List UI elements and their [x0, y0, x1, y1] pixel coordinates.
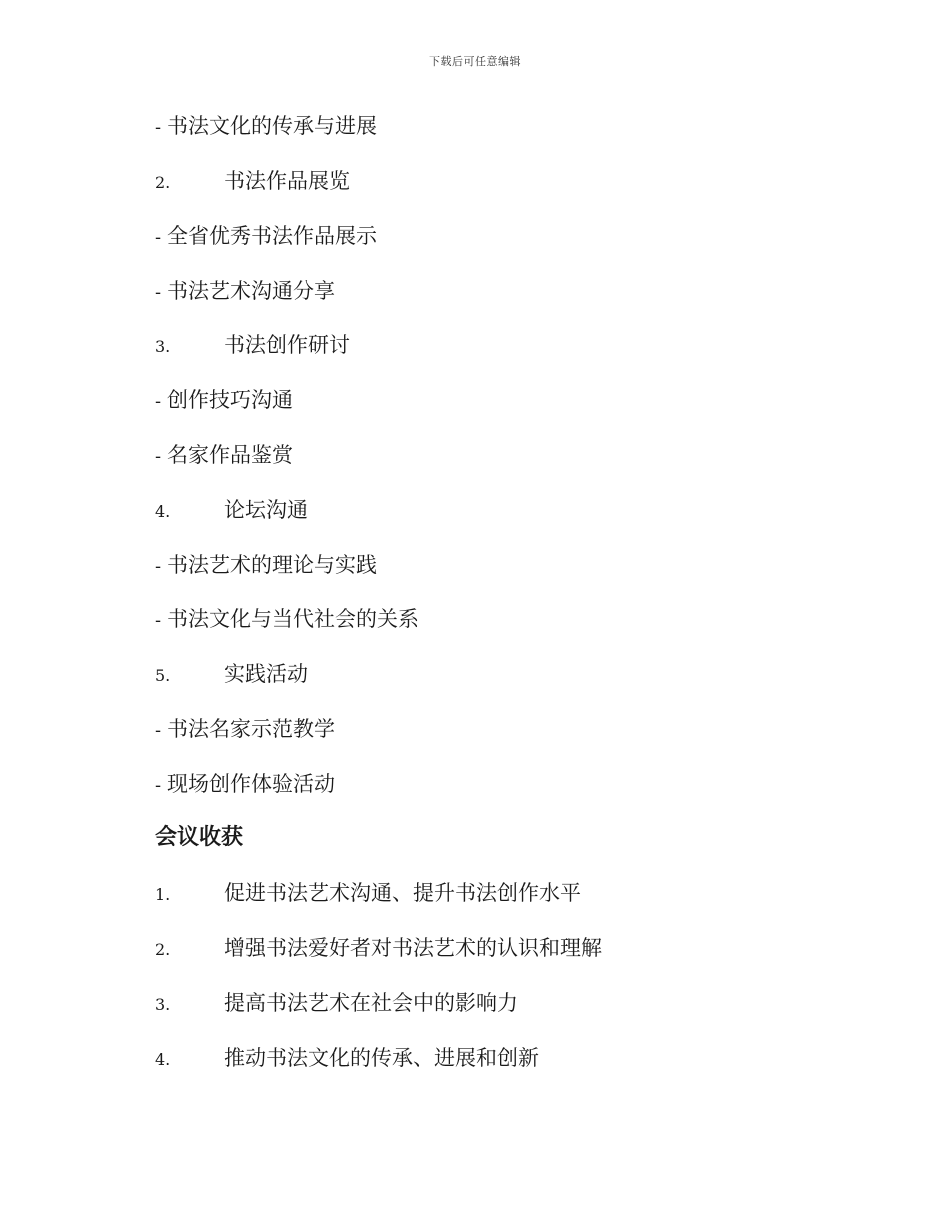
section-number: 3. — [155, 337, 171, 356]
agenda-section — [155, 167, 350, 197]
section-title: 实践活动 — [224, 662, 308, 686]
bullet-dash: - — [155, 227, 162, 248]
bullet-dash: - — [155, 775, 162, 796]
section-title: 论坛沟通 — [224, 498, 308, 522]
section-heading-outcomes: 会议收获 — [155, 825, 244, 850]
bullet-text: 书法艺术的理论与实践 — [167, 553, 377, 577]
agenda-bullet — [155, 112, 377, 142]
bullet-text: 现场创作体验活动 — [167, 772, 335, 796]
bullet-dash: - — [155, 391, 162, 412]
agenda-bullet — [155, 715, 335, 745]
bullet-dash: - — [155, 117, 162, 138]
section-title: 书法创作研讨 — [224, 333, 350, 357]
bullet-dash: - — [155, 720, 162, 741]
agenda-bullet — [155, 277, 335, 307]
bullet-text: 创作技巧沟通 — [167, 388, 293, 412]
agenda-bullet — [155, 551, 377, 581]
bullet-dash: - — [155, 446, 162, 467]
item-text: 提高书法艺术在社会中的影响力 — [224, 991, 518, 1015]
agenda-bullet — [155, 386, 293, 416]
agenda-section — [155, 331, 350, 361]
item-number: 3. — [155, 995, 171, 1014]
outcome-item — [155, 1044, 539, 1074]
item-text: 推动书法文化的传承、进展和创新 — [224, 1046, 539, 1070]
outcome-item — [155, 879, 581, 909]
section-title: 书法作品展览 — [224, 169, 350, 193]
agenda-bullet — [155, 605, 419, 635]
agenda-bullet — [155, 770, 335, 800]
bullet-text: 名家作品鉴赏 — [167, 443, 293, 467]
page-header-note: 下载后可任意编辑 — [429, 55, 521, 68]
bullet-text: 书法文化与当代社会的关系 — [167, 607, 419, 631]
agenda-bullet — [155, 441, 293, 471]
bullet-text: 全省优秀书法作品展示 — [167, 224, 377, 248]
bullet-dash: - — [155, 282, 162, 303]
bullet-dash: - — [155, 610, 162, 631]
item-number: 4. — [155, 1050, 171, 1069]
section-number: 2. — [155, 173, 171, 192]
agenda-section — [155, 660, 308, 690]
outcome-item — [155, 989, 518, 1019]
outcome-item — [155, 934, 602, 964]
section-number: 4. — [155, 502, 171, 521]
agenda-bullet — [155, 222, 377, 252]
agenda-section — [155, 496, 308, 526]
bullet-dash: - — [155, 556, 162, 577]
bullet-text: 书法艺术沟通分享 — [167, 279, 335, 303]
section-number: 5. — [155, 666, 171, 685]
item-number: 1. — [155, 885, 171, 904]
bullet-text: 书法名家示范教学 — [167, 717, 335, 741]
bullet-text: 书法文化的传承与进展 — [167, 114, 377, 138]
item-number: 2. — [155, 940, 171, 959]
item-text: 促进书法艺术沟通、提升书法创作水平 — [224, 881, 581, 905]
item-text: 增强书法爱好者对书法艺术的认识和理解 — [224, 936, 602, 960]
